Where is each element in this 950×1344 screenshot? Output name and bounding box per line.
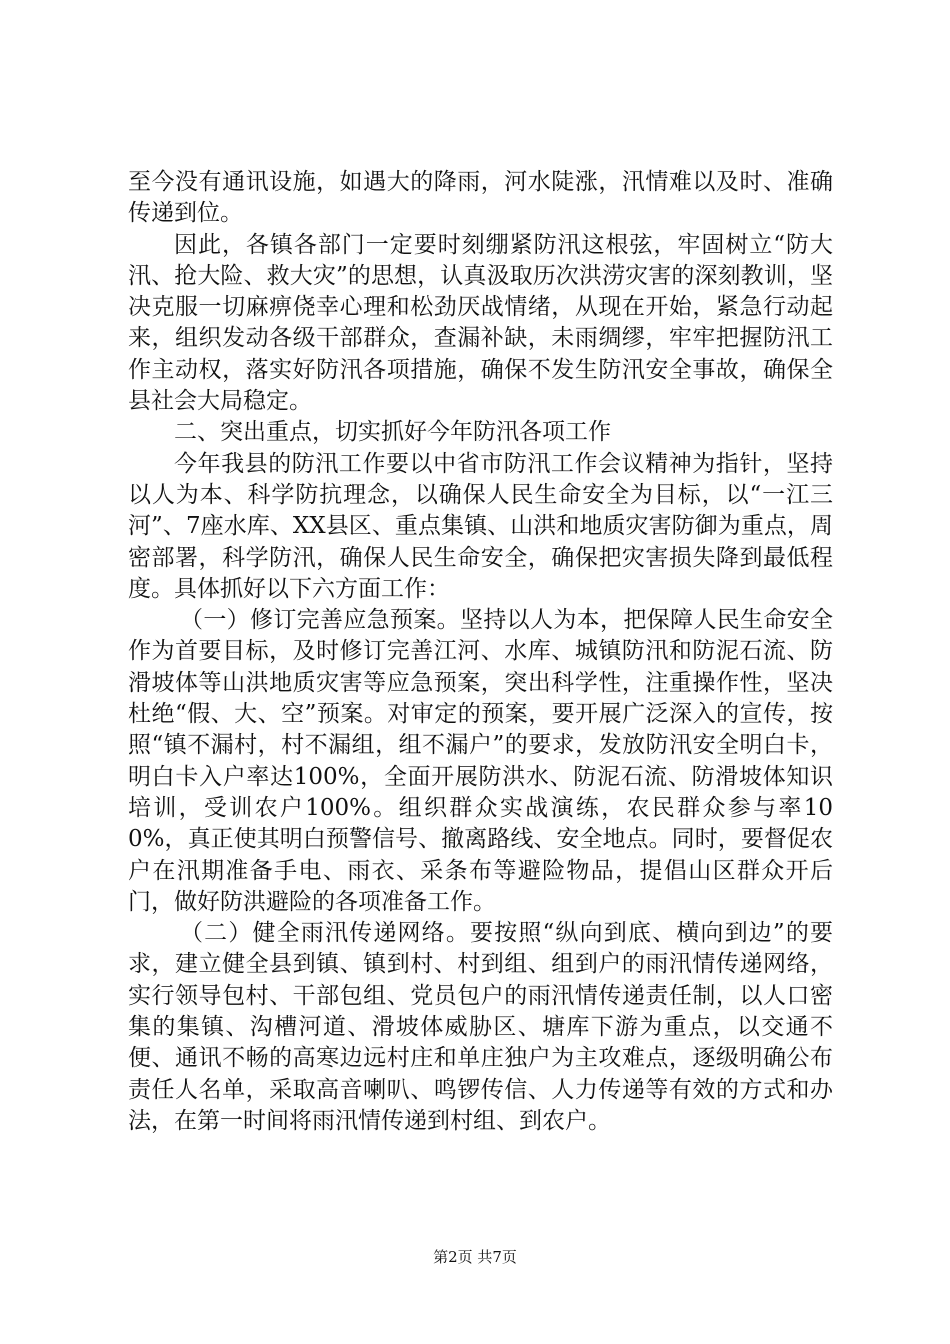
paragraph-section-intro: 今年我县的防汛工作要以中省市防汛工作会议精神为指针，坚持以人为本、科学防抗理念，以确保人民生命安全为目标，以“一江三河”、7座水库、XX县区、重点集镇、山洪和地质灾害防御为重点，周密部署，科学防汛，确保人民生命安全，确保把灾害损失降到最低程度。具体抓好以下六方面工作： [128, 450, 833, 602]
paragraph-item-2: （二）健全雨汛传递网络。要按照“纵向到底、横向到边”的要求，建立健全县到镇、镇到村、村到组、组到户的雨汛情传递网络，实行领导包村、干部包组、党员包户的雨汛情传递责任制，以人口密集的集镇、沟槽河道、滑坡体威胁区、塘库下游为重点，以交通不便、通讯不畅的高寒边远村庄和单庄独户为主攻难点，逐级明确公布责任人名单，采取高音喇叭、鸣锣传信、人力传递等有效的方式和办法，在第一时间将雨汛情传递到村组、到农户。 [128, 920, 833, 1134]
section-heading-2: 二、突出重点，切实抓好今年防汛各项工作 [174, 419, 611, 446]
paragraph-therefore: 因此，各镇各部门一定要时刻绷紧防汛这根弦，牢固树立“防大汛、抢大险、救大灾”的思想，认真汲取历次洪涝灾害的深刻教训，坚决克服一切麻痹侥幸心理和松劲厌战情绪，从现在开始，紧急行动起来，组织发动各级干部群众，查漏补缺，未雨绸缪，牢牢把握防汛工作主动权，落实好防汛各项措施，确保不发生防汛安全事故，确保全县社会大局稳定。 [128, 231, 833, 415]
document-body [128, 167, 833, 1137]
paragraph-continuation: 至今没有通讯设施，如遇大的降雨，河水陡涨，汛情难以及时、准确传递到位。 [128, 169, 833, 227]
page-number-footer: 第2页 共7页 [433, 1248, 517, 1266]
paragraph-item-1: （一）修订完善应急预案。坚持以人为本，把保障人民生命安全作为首要目标，及时修订完善江河、水库、城镇防汛和防泥石流、防滑坡体等山洪地质灾害等应急预案，突出科学性，注重操作性，坚决杜绝“假、大、空”预案。对审定的预案，要开展广泛深入的宣传，按照“镇不漏村，村不漏组，组不漏户”的要求，发放防汛安全明白卡，明白卡入户率达100%，全面开展防洪水、防泥石流、防滑坡体知识培训，受训农户100%。组织群众实战演练，农民群众参与率100%，真正使其明白预警信号、撤离路线、安全地点。同时，要督促农户在汛期准备手电、雨衣、采条布等避险物品，提倡山区群众开后门，做好防洪避险的各项准备工作。 [128, 607, 833, 915]
